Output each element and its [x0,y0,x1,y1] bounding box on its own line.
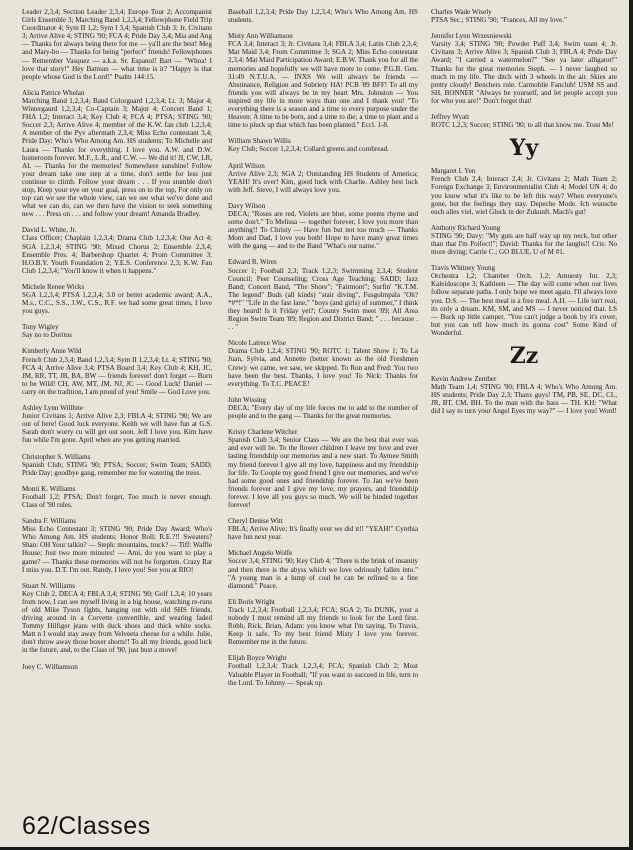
senior-name: Tony Wigley [22,323,59,332]
senior-activities-text: FCA 3,4; Interact 3; Jr. Civitans 3,4; FBLA 3,4; Latin Club 2,3,4; Mat Maid 3,4; From Committee 3; SGA 2; Miss Echo contestant 2,3,4; Mat Maid Participation Award; E.B.W. Thank you for all the memories and hopefully we will have more to come. P.G.B. Gen. 31:49 N.T.U.A. — INXS We will always be friends — Abstinance, Religion and Sobriety HA! PCB '89 BFF! To all my friends you will always be in my heart Mrs. Johnston — You inspired my life in more ways than one and I thank you! "To everything there is a season and a time to every purpose under the Heaven: A time to be born, and a time to die; a time to plant and a time to pluck up that which has been planted." Eccl. 1-8. [228,40,418,130]
senior-activities-text: Math Team 1,4; STING '90; FBLA 4; Who's Who Among Am. HS students; Pride Day 2,3; Thanx guys! TM, PB, SE, DC, CL, JR, BT, CM, BH. To the man with the bass — TH. KH: "What did I say to turn your Angel Eyes my way?" — I love you! Word! [431,383,617,416]
senior-activities-text: Leader 2,3,4; Section Leader 2,3,4; Europe Tour 2; Accompanist Girls Ensemble 3; Marching Band 1,2,3,4; Fellowphone Field Trip Coordinator 4; Sym II 1,2; Sym I 3,4; Spanish Club 3; Jr. Civitans 3; Arrive Alive 4; STING '90; FCA 4; Pride Day 3,4; Mia and Ang — Thanks for always being there for me — ya'll are the best! Meg and Mary-bo — Thanks for being "perfect" friends! Fellowphones — Remember Vasquez — a.k.a. Sr. Espanol! Bart — "Whoa! I love that story!" Hey Batman — what time is it? "Happy is that people whose God is the Lord!" Psalm 144:15. [22,8,212,81]
column-2 [228,8,418,695]
senior-name: Nicole Latrece Wise [228,339,286,348]
senior-entry [431,224,617,256]
alphabet-letter-heading: Zz [509,343,539,369]
senior-entry [228,339,418,388]
senior-entry [22,517,212,574]
senior-name: Michael Angelo Wolfe [228,549,293,558]
senior-activities-text: Soccer 1; Football 2,3; Track 1,2,3; Swimming 2,3,4; Student Council; Peer Counseling; Cross Age Teaching; SADD; Jazz Band; Concert Band, "The Shore"; "Fairmont"; Surfin' "K.T.M. The legend" Buds (all kinds) "stair diving", Fusgolmpala "Oh?*#*!" "Life in the fast lane," "boys (and girls) of summer," I think they heard! Is it Friday yet?; County Swim meet '89; All Area Region Swim Team '89; Region and District Band; " . . . because . . . " [228,266,418,332]
senior-entry [228,137,418,153]
senior-activities-text: STING '90; Davy: "My guts are half way up my neck, but other than that I'm Poifect!"; David: Thanks for the laughs!! Cris: No more diving; Carrie C.; GO BLUE, U of M #1. [431,231,617,257]
senior-activities-text: Junior Civitans 1; Arrive Alive 2,3; FBLA 4; STING '90; We are out of here! Good luck everyone. Keith we will have fun at G.S. Sarah don't worry cu will get out soon. Jeff I love you. Kim have fun while I'm gone. April when are you getting married. [22,412,212,445]
senior-entry [22,226,212,275]
senior-name: Jennifer Lynn Wrzesniewski [431,32,512,41]
senior-entry [431,264,617,337]
senior-name: April Wilson [228,161,265,170]
senior-name: Michele Renee Wicks [22,282,85,291]
senior-name: William Shawn Willis [228,137,291,146]
senior-entry [22,404,212,444]
senior-entry [431,167,617,216]
senior-name: Sandra F. Williams [22,517,76,526]
senior-entry [22,485,212,509]
senior-name: Jeffrey Wyatt [431,113,470,122]
senior-entry [228,598,418,647]
senior-entry [228,162,418,194]
senior-name: Kimberly Anne Wild [22,347,82,356]
senior-name: Anthony Richard Young [431,223,501,232]
senior-entry [22,8,212,81]
senior-name: Ashley Lynn Willhite [22,404,84,413]
senior-name: Eli Boris Wright [228,597,275,606]
senior-activities-text: DECA; "Every day of my life forces me to add to the number of people and to the gang — Thanks for the great memories. [228,403,418,421]
senior-name: Edward R. Wires [228,258,277,267]
column-1 [22,8,212,679]
senior-activities-text: Track 1,2,3,4; Football 1,2,3,4; FCA; SGA 2; To DUNK, your a nobody I must remind all my friends to look for the Lord first. Robb, Rick, Brian, Adam: you know what I'm saying. To Travis, Keep it safe. To my best friend Misty I love you forever. Remember me in the future. [228,605,418,647]
senior-entry [22,89,212,219]
senior-activities-text: DECA; "Roses are red, Violets are blue, some poems rhyme and some don't." To Melissa — together forever, I love you more than anything!! To Christy — Have fun but not too much — Thanks Mom and Dad, I love you both! Hope to have many great times with the gang — and to the Band "What's our name." [228,209,418,251]
senior-entry [22,283,212,315]
senior-activities-text: Orchestra 1,2; Chamber Orch. 1,2; Amnesty Int. 2,3; Kaleidoscope 3; Kathleen — The day will come when our lives follow separate paths. I only hope we meet again. I'll always love you. D.S. — The best meal is a free meal. A.H. — Life isn't real, its only a dream. KM, SM, and MS — I never noticed that. LS — Buck up little camper, "You can't judge a book by it's cover, but you can tell how much its gonna cost" Some Kind of Wonderful. [431,272,617,337]
senior-name: Stuart N. Williams [22,581,75,590]
senior-activities-text: Drama Club 1,2,4; STING '90; ROTC 1; Talent Show 1; To La Juan, Sylvia, and Annette (better known as the old Freshmen Crew): we came, we saw, we skipped. To Ron and Fred: You two have been the best. Thanks, I love you! To Nick: Thanks for everything. To T.C. PEACE! [228,347,418,388]
senior-activities-text: Class Officer; Chaplain 1,2,3,4; Drama Club 1,2,3,4; One Act 4; SGA 1,2,3,4; STING '90; Mixed Chorus 2; Ensemble 2,3,4; Ensemble Pres. 4; Barbershop Quartet 4; Prom Committee 3; H.O.B.Y. Youth Foundation 2; Y.E.S. Conference 2,3; K.W. Fan Club 1,2,3,4; "You'll know it when it happens." [22,234,212,275]
senior-entry [22,323,212,339]
senior-name: Margaret I. Yen [431,167,476,176]
senior-name: Davy Wilson [228,201,266,210]
senior-name: Charles Wade Wisely [431,8,492,16]
senior-entry [228,8,418,24]
senior-activities-text: Key Club 2, DECA 4; FBLA 3,4; STING '90; Golf 1,3,4; 10 years from now, I can see myself living in a big house, watching re-runs of old Mike Tyson fights, hanging out with old SHS friends, driving around in a Corvette convertible, and wearing faded Tommy Hilfiger jeans with duck shoes and thick white socks. Matt n I would stay away from Velveeta cheese for a while. Julie, don't throw away those boxer shorts!! To all my friends, good luck in the future, and, to the Class of '90, just bust a move! [22,589,212,655]
senior-activities-text: Football 1,2; PTSA; Don't forget, Too much is never enough. Class of '90 rules. [22,492,212,509]
senior-entry [22,582,212,655]
senior-entry [431,8,617,24]
senior-activities-text: French Club 2,3,4; Band 1,2,3,4; Sym II 1,2,3,4; Lt. 4; STING '90; FCA 4; Arrive Alive 3,4; PTSA Board 3,4; Key Club 4; KH, JC, JM, RR, TT, JB, BA, BW — friends forever! don't forget — Born to be Wild! CH, AW, MT, JM, NJ, JC — Good Luck! Daniel — carry on the tradition, I am proud of you! Smile — God Love you. [22,355,212,396]
senior-entry [22,347,212,396]
senior-activities-text: SGA 1,2,3,4; PTSA 1,2,3,4; 3.0 or better academic award; A.A., M.s., C.C., S.S., J.W., C.S., R.F. we had some great times, I love you guys. [22,291,212,316]
senior-entry [228,202,418,251]
senior-activities-text: Spanish Club; STING '90; PTSA; Soccer; Swim Team; SADD; Pride Day; goodbye gang, remember me for watering the trees. [22,460,212,477]
senior-name: Joey C. Williamson [22,662,78,671]
senior-activities-text: ROTC 1,2,3; Soccer; STING '90; to all that know me. Trust Me! [431,121,614,130]
senior-name: Kevin Andrew Zember [431,375,497,383]
senior-entry [228,32,418,129]
senior-entry [431,113,617,129]
senior-name: Misty Ann Williamson [228,32,293,41]
alphabet-letter-heading: Yy [509,135,539,162]
senior-entry [431,32,617,105]
senior-name: Kristy Charlene Witcher [228,428,298,437]
senior-entry [228,396,418,420]
senior-activities-text: FBLA; Arrive Alive; It's finally over we did it!! "YEAH!" Cynthia have fun next year. [228,525,418,542]
senior-name: Alicia Patrice Whelan [22,88,85,97]
senior-activities-text: PTSA Sec.; STING '90; "Frances, All my love." [431,16,567,25]
senior-entry [228,654,418,686]
senior-activities-text: Arrive Alive 2,3; SGA 2; Outstanding HS Students of America; YEAH! It's over! Kim, good luck with Charlie. Ashley best luck with Jeff. Steve, I will always love you. [228,169,418,194]
senior-activities-text: Miss Echo Contestant 3; STING '90; Pride Day Award; Who's Who Among Am. HS students; Honor Roll; R.E.?!! Sweaters? Shan: OH Your talkin? — Steph: mountains, truck? — Tiff: Waffle House; Just two more minutes! — Ami, do you want to play a game? — Thanks these memories will not be forgotten. Crazy Rat I miss you. D.T. I'm out. Randy, I love you! See you at RIO! [22,525,212,574]
senior-entry [228,517,418,541]
senior-name: Cheryl Denise Witt [228,517,283,526]
column-3 [431,8,617,423]
senior-activities-text: French Club 2,4; Interact 2,4; Jr. Civitans 2; Math Team 2; Foreign Exchange 3; Environmentalist Club 4; Model UN 4; do you know what it's like to be left this way? When everyone's gone, but the feelings they stay. Depeche Mode. Ich wunsche euch alles viel, wiel Gluck in der Zukunft. Mach's gut! [431,175,617,216]
senior-name: David L. White, Jr. [22,226,77,235]
senior-activities-text: Marching Band 1,2,3,4; Band Colorguard 1,2,3,4; Lt. 3; Major 4; Wintergaurd 1,2,3,4; Co-Captain 3; Major 4; Concert Band 1; FHA 1,2; Interact 3,4; Key Club 4; FCA 4; PTSA; STING '90; Soccer 2,3; Arrive Alive 4; member of the K.W. fan club 1,2,3,4; A member of the Pyv aftermath 2,3,4; Miss Echo contestant 3,4; Pride Day; Who's Who Among Am. HS students; To Michelle and Laura — Thanks for everything. I love you. A.W. and D.W. homeroom forever. M.F., L.R., and C.W. — We did it! JI, CW, LR, AL — Thanks for the memories! Somewhere sunshine! Follow your dream take one step at a time, don't settle for less just continue to climb. Follow your dream . . . If you stumble don't stop, Keep your eye on your goal, press on to the top, For only on top can we see the whole view, can we see what we've done and what we can do, can we then have the vision to seek something new . . . Press on . . . and follow your dream! Amanda Bradley. [22,96,212,219]
senior-entry [22,663,212,671]
page-edge-right [629,0,633,850]
senior-entry [228,549,418,589]
senior-activities-text: Baseball 1,2,3,4; Pride Day 1,2,3,4; Who's Who Among Am. HS students. [228,8,418,25]
senior-activities-text: Soccer 3,4; STING '90; Key Club 4; "There is the brink of insanity and then there is the abyss which we love odriously fallen into." "A young man is a lump of coal he can be refined to a fine diamond." Peace. [228,557,418,590]
senior-entry [431,375,617,415]
senior-name: Christopher S. Williams [22,452,91,461]
senior-entry [228,258,418,331]
senior-name: Elijah Boyce Wright [228,654,287,663]
page-folio: 62/Classes [22,812,151,840]
senior-entry [228,428,418,509]
senior-activities-text: Spanish Club 3,4; Senior Class — We are the best that ever was and ever will be. To the flower children I leave my love and ever lasting friendship our memories and a new start. To Aymee Smith my friend forever I give all my love, happiness and my friendship for life. To Coople my good friend I give our memories, and we've had some good ones and friendship forever. To Jan we've been friends forever and I give my love, my prayers, and friendship forever. I love all you guys so much. We will be binded together forever! [228,436,418,509]
senior-activities-text: Football 1,2,3,4; Track 1,2,3,4; FCA; Spanish Club 2; Most Valuable Player in Football; "If you want to succeed in life, turn to the Lord. To Johnny — Speak up. [228,662,418,687]
senior-entry [22,453,212,477]
senior-name: John Wissing [228,395,267,404]
senior-name: Monti K. Williams [22,484,76,493]
senior-name: Travis Whitney Young [431,264,496,273]
senior-activities-text: Key Club; Soccer 1,2,3,4; Collard greens and cornbread. [228,145,389,154]
senior-activities-text: Varsity 3,4; STING '90; Powder Puff 3,4; Swim team 4; Jr. Civitans 3; Arrive Alive 3; Spanish Club 3; FBLA 4; Pride Day Award; "I carried a watermelon?" "See ya later alligator!" Thanks for the great memories Steph. — I never laughed so much in my life. The ditch with 3 wheels in the air. Skies are pretty cloudy! Benchers rule. Carmoblie Fanclub! USM SS and SH, BONNER "Always be yourself, and let people accept you for who you are!" Don't forget that! [431,40,617,105]
senior-activities-text: Say no to Doritos [22,331,72,340]
